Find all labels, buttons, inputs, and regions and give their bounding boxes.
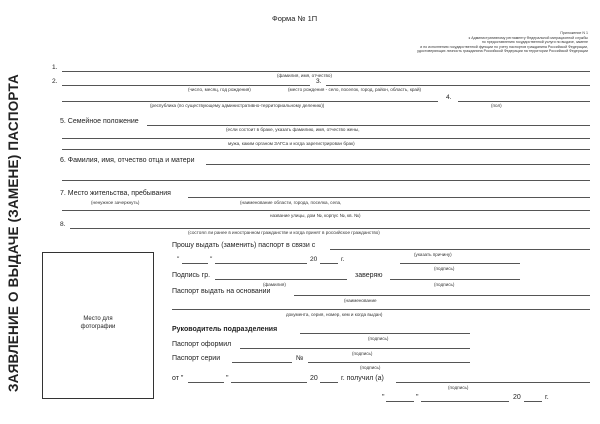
appendix-note xyxy=(417,31,588,54)
signature-surname-line[interactable] xyxy=(215,279,347,280)
final-quote-open: " xyxy=(382,394,385,401)
basis-line-2[interactable] xyxy=(172,309,590,310)
field-8-number: 8. xyxy=(60,221,66,228)
issued-signature-caption: (подпись) xyxy=(352,351,373,356)
republic-line[interactable] xyxy=(62,101,438,102)
number-label: № xyxy=(296,355,304,362)
issued-label: Паспорт оформил xyxy=(172,341,232,348)
from-day-line[interactable] xyxy=(188,382,224,383)
republic-caption: (республика (по существующему административно-территориальному делению)) xyxy=(150,103,325,108)
appendix-note-line: Приложение N 1 xyxy=(560,31,588,35)
basis-caption: (наименование xyxy=(344,298,377,303)
final-year-suffix: г. xyxy=(545,394,549,401)
photo-placeholder xyxy=(42,252,154,399)
head-label: Руководитель подразделения xyxy=(172,326,278,333)
vertical-form-title: ЗАЯВЛЕНИЕ О ВЫДАЧЕ (ЗАМЕНЕ) ПАСПОРТА xyxy=(6,74,21,392)
certify-signature-line[interactable] xyxy=(390,279,520,280)
marital-status-line-2[interactable] xyxy=(62,138,590,139)
field-4-number: 4. xyxy=(446,94,452,101)
photo-label-line: фотографии xyxy=(80,324,116,330)
birth-date-caption: (число, месяц, год рождения) xyxy=(188,87,251,92)
birth-date-line[interactable] xyxy=(62,85,310,86)
birth-place-line[interactable] xyxy=(326,85,590,86)
marital-status-caption-2: мужа, каким органом ЗАГСа и когда зарегистрирован брак) xyxy=(228,141,355,146)
head-signature-line[interactable] xyxy=(300,333,470,334)
request-year-prefix: 20 xyxy=(310,256,318,263)
series-label: Паспорт серии xyxy=(172,355,221,362)
received-signature-line[interactable] xyxy=(396,382,590,383)
appendix-note-line: по предоставлению государственной услуги по выдаче, замене xyxy=(481,40,588,45)
marital-status-label: 5. Семейное положение xyxy=(60,118,139,125)
parents-line[interactable] xyxy=(206,164,590,165)
citizenship-line[interactable] xyxy=(70,228,590,229)
issued-signature-line[interactable] xyxy=(240,348,470,349)
photo-label xyxy=(43,315,153,331)
final-quote-close: " xyxy=(416,394,419,401)
citizenship-caption: (состоял ли ранее в иностранном гражданстве и когда принят в российское гражданство) xyxy=(188,230,380,235)
residence-label: 7. Место жительства, пребывания xyxy=(60,190,171,197)
request-label: Прошу выдать (заменить) паспорт в связи с xyxy=(172,242,316,249)
series-line[interactable] xyxy=(232,362,292,363)
photo-label-line: Место для xyxy=(83,316,113,322)
request-date-quote-open: " xyxy=(177,256,180,263)
request-signature-line[interactable] xyxy=(400,263,520,264)
parents-label: 6. Фамилия, имя, отчество отца и матери xyxy=(60,157,195,164)
certify-label: заверяю xyxy=(355,272,383,279)
final-year-line[interactable] xyxy=(524,401,542,402)
basis-caption-2: документа, серия, номер, кем и когда выдан) xyxy=(286,312,383,317)
final-day-line[interactable] xyxy=(386,401,414,402)
request-date-quote-close: " xyxy=(210,256,213,263)
request-reason-line[interactable] xyxy=(330,249,590,250)
residence-note: (ненужное зачеркнуть) xyxy=(91,200,140,205)
appendix-note-line: и по исполнению государственной функции по учету паспортов гражданина Российской Федерации, xyxy=(420,44,588,49)
basis-line[interactable] xyxy=(294,295,590,296)
full-name-line[interactable] xyxy=(62,71,590,72)
request-reason-caption: (указать причину) xyxy=(414,252,452,257)
certify-signature-caption: (подпись) xyxy=(434,282,455,287)
request-month-line[interactable] xyxy=(215,263,307,264)
request-year-line[interactable] xyxy=(320,263,338,264)
final-month-line[interactable] xyxy=(421,401,509,402)
signature-label: Подпись гр. xyxy=(172,272,211,279)
residence-line-2[interactable] xyxy=(62,210,590,211)
appendix-note-line: удостоверяющих личность гражданина Российской Федерации на территории Российской Федерации xyxy=(417,49,588,54)
from-quote-close: " xyxy=(226,375,229,382)
signature-surname-caption: (фамилия) xyxy=(263,282,286,287)
head-signature-caption: (подпись) xyxy=(368,336,389,341)
final-year-prefix: 20 xyxy=(513,394,521,401)
number-signature-caption: (подпись) xyxy=(360,365,381,370)
request-year-suffix: г. xyxy=(341,256,345,263)
marital-status-line[interactable] xyxy=(147,125,590,126)
field-3-number: 3. xyxy=(316,78,322,85)
residence-caption: (наименование области, города, поселка, села, xyxy=(240,200,342,205)
form-title: Форма № 1П xyxy=(272,14,318,23)
residence-line[interactable] xyxy=(188,197,590,198)
appendix-note-line: к Административному регламенту Федеральной миграционной службы xyxy=(468,35,588,40)
basis-label: Паспорт выдать на основании xyxy=(172,288,271,295)
residence-caption-2: название улицы, дом №, корпус №, кв. №) xyxy=(270,213,361,218)
sex-caption: (пол) xyxy=(491,103,502,108)
from-month-line[interactable] xyxy=(231,382,307,383)
sex-line[interactable] xyxy=(458,101,590,102)
number-line[interactable] xyxy=(308,362,470,363)
birth-place-caption: (место рождения - село, поселок, город, район, область, край) xyxy=(288,87,422,92)
marital-status-caption: (если состоит в браке, указать фамилию, имя, отчество жены, xyxy=(226,127,360,132)
from-year-prefix: 20 xyxy=(310,375,318,382)
field-1-number: 1. xyxy=(52,64,58,71)
request-signature-caption: (подпись) xyxy=(434,266,455,271)
marital-status-line-3[interactable] xyxy=(62,149,590,150)
request-day-line[interactable] xyxy=(182,263,208,264)
received-signature-caption: (подпись) xyxy=(448,385,469,390)
field-2-number: 2. xyxy=(52,78,58,85)
full-name-caption: (фамилия, имя, отчество) xyxy=(277,73,333,78)
from-year-line[interactable] xyxy=(320,382,338,383)
received-label: г. получил (а) xyxy=(341,375,384,382)
parents-line-2[interactable] xyxy=(62,180,590,181)
from-label: от " xyxy=(172,375,184,382)
